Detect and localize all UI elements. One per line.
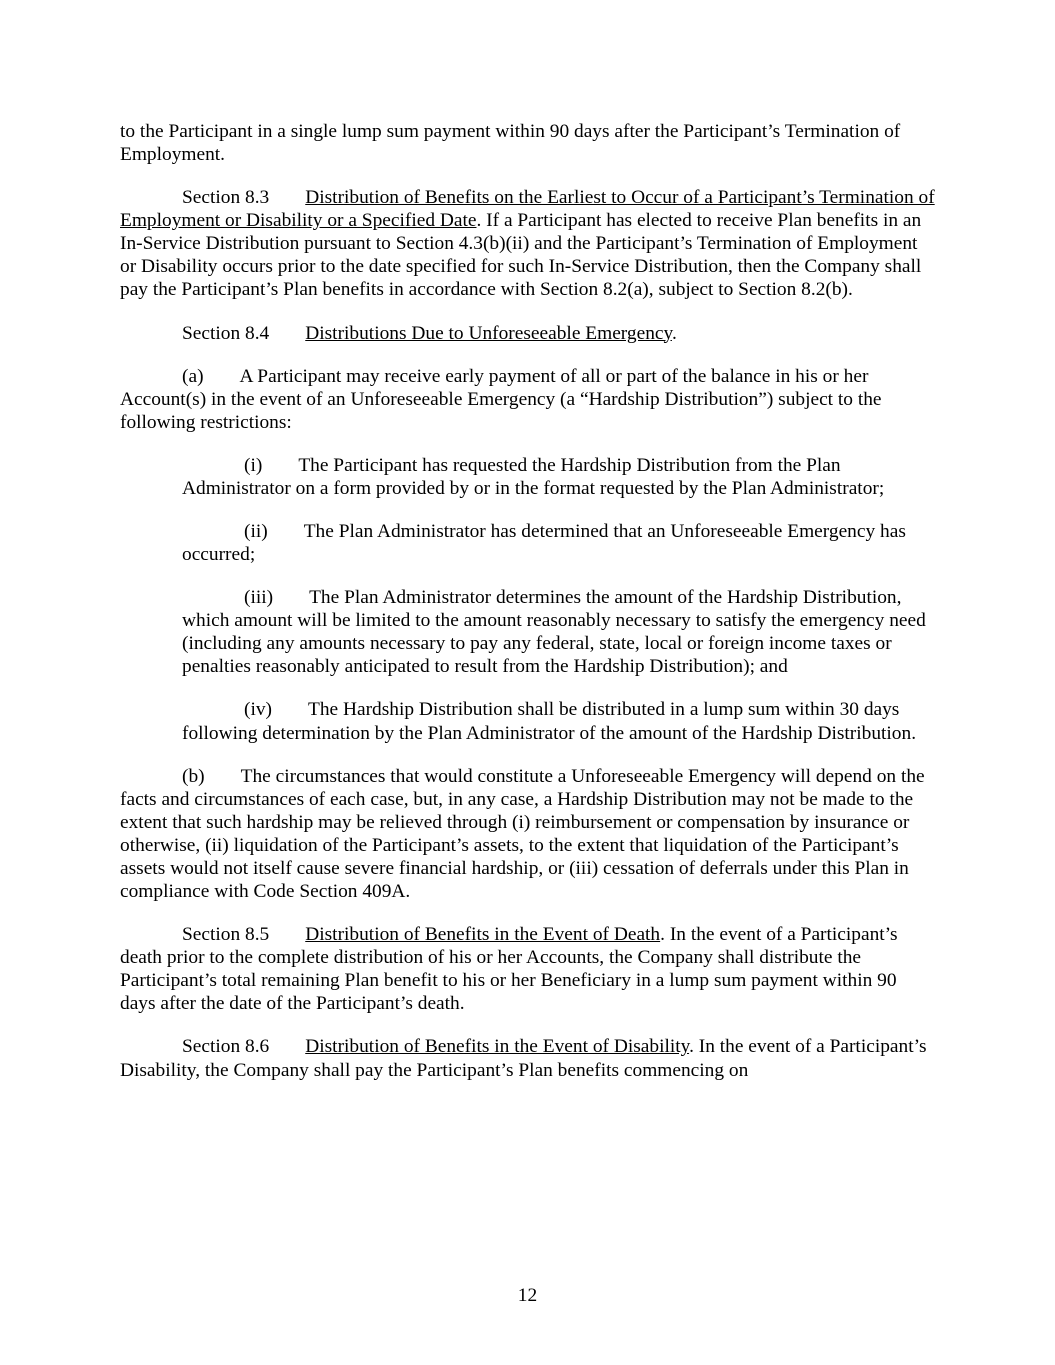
section-8-4-body: . xyxy=(671,322,677,344)
section-8-4-a-iii-body: The Plan Administrator determines the amount of the Hardship Distribution, which amount will be limited to the amount reasonably necessary to satisfy the emergency need (including any amounts necessary to pay any federal, state, local or foreign income taxes or penalties reasonably anticipated to result from the Hardship Distribution); and xyxy=(182,587,926,678)
section-8-4-a-iv xyxy=(182,698,935,744)
paragraph-continuation: to the Participant in a single lump sum payment within 90 days after the Participant’s Termination of Employment. xyxy=(120,121,901,166)
page-number: 12 xyxy=(517,1285,538,1306)
section-8-3 xyxy=(120,186,935,301)
section-8-4-label: Section 8.4 xyxy=(182,322,270,344)
section-8-6-heading: Distribution of Benefits in the Event of Disability xyxy=(305,1036,690,1058)
section-8-4-a-i-label: (i) xyxy=(244,454,263,476)
section-8-5-label: Section 8.5 xyxy=(182,924,270,946)
section-8-4-a-label: (a) xyxy=(182,365,204,387)
section-8-4-a-ii-label: (ii) xyxy=(244,521,268,543)
section-8-3-heading: Distribution of Benefits on the Earliest to Occur of a Participant’s Termination of Employment or Disability or a Specified Date xyxy=(120,187,935,232)
section-8-4-b-body: The circumstances that would constitute a Unforeseeable Emergency will depend on the facts and circumstances of each case, but, in any case, a Hardship Distribution may not be made to the extent that such hardship may be relieved through (i) reimbursement or compensation by insurance or otherwise, (ii) liquidation of the Participant’s assets, to the extent that liquidation of the Participant’s assets would not itself cause severe financial hardship, or (iii) cessation of deferrals under this Plan in compliance with Code Section 409A. xyxy=(120,765,925,903)
section-8-4-a-iv-body: The Hardship Distribution shall be distributed in a lump sum within 30 days following determination by the Plan Administrator of the amount of the Hardship Distribution. xyxy=(182,699,917,744)
section-8-4-a-i xyxy=(182,454,935,500)
section-8-4-a-iii xyxy=(182,586,935,678)
section-8-6-body: . In the event of a Participant’s Disability, the Company shall pay the Participant’s Plan benefits commencing on xyxy=(120,1036,927,1081)
section-8-5-body: . In the event of a Participant’s death prior to the complete distribution of his or her Accounts, the Company shall distribute the Participant’s total remaining Plan benefit to his or her Beneficiary in a lump sum payment within 90 days after the date of the Participant’s death. xyxy=(120,924,898,1015)
section-8-5-heading: Distribution of Benefits in the Event of Death xyxy=(305,924,661,946)
section-8-4-heading: Distributions Due to Unforeseeable Emergency xyxy=(305,322,672,344)
section-8-4 xyxy=(120,322,935,345)
section-8-3-body: . If a Participant has elected to receive Plan benefits in an In-Service Distribution pursuant to Section 4.3(b)(ii) and the Participant’s Termination of Employment or Disability occurs prior to the date specified for such In-Service Distribution, then the Company shall pay the Participant’s Plan benefits in accordance with Section 8.2(a), subject to Section 8.2(b). xyxy=(120,210,922,301)
section-8-4-a-i-body: The Participant has requested the Hardship Distribution from the Plan Administrator on a form provided by or in the format requested by the Plan Administrator; xyxy=(182,454,885,499)
document-body xyxy=(120,120,935,1082)
section-8-4-a-iv-label: (iv) xyxy=(244,699,272,721)
section-8-6 xyxy=(120,1035,935,1081)
section-8-4-b-label: (b) xyxy=(182,765,205,787)
section-8-4-a-ii xyxy=(182,520,935,566)
section-8-4-a-ii-body: The Plan Administrator has determined that an Unforeseeable Emergency has occurred; xyxy=(182,521,906,566)
section-8-4-a xyxy=(120,365,935,434)
section-8-4-a-body: A Participant may receive early payment of all or part of the balance in his or her Account(s) in the event of an Unforeseeable Emergency (a “Hardship Distribution”) subject to the following restrictions: xyxy=(120,365,882,433)
section-8-6-label: Section 8.6 xyxy=(182,1036,270,1058)
section-8-3-label: Section 8.3 xyxy=(182,187,270,209)
section-8-5 xyxy=(120,923,935,1015)
section-8-4-b xyxy=(120,765,935,903)
section-8-4-a-iii-label: (iii) xyxy=(244,587,274,609)
